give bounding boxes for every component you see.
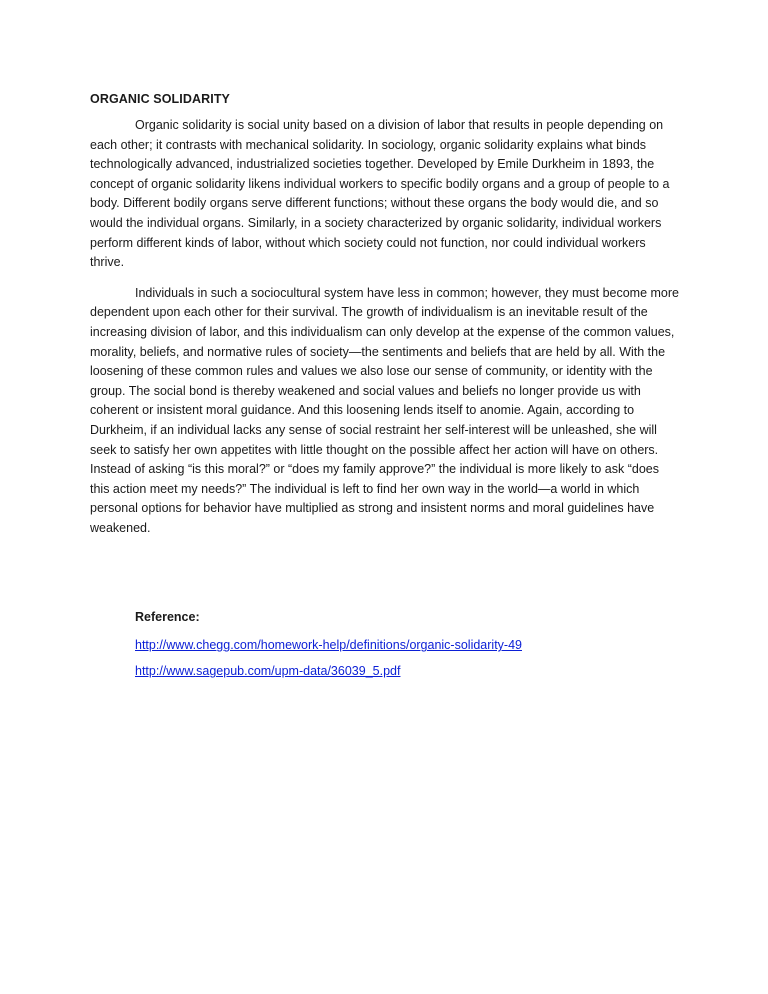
document-title: ORGANIC SOLIDARITY — [90, 92, 230, 106]
references-heading: Reference: — [135, 610, 200, 625]
reference-link-chegg[interactable]: http://www.chegg.com/homework-help/definitions/organic-solidarity-49 — [135, 638, 522, 653]
document-page — [90, 92, 680, 690]
references-section — [90, 610, 680, 678]
paragraph-organic-solidarity: Organic solidarity is social unity based on a division of labor that results in people depending on each other; it contrasts with mechanical solidarity. In sociology, organic solidarity explains what binds technologically advanced, industrialized societies together. Developed by Emile Durkheim in 1893, the concept of organic solidarity likens individual workers to specific bodily organs and a group of people to a body. Different bodily organs serve different functions; without these organs the body would die, and so would the individual organs. Similarly, in a society characterized by organic solidarity, individual workers perform different kinds of labor, without which society could not function, nor could individual workers thrive. — [90, 118, 670, 270]
reference-link-sagepub[interactable]: http://www.sagepub.com/upm-data/36039_5.pdf — [135, 664, 401, 679]
paragraph-individualism: Individuals in such a sociocultural system have less in common; however, they must become more dependent upon each other for their survival. The growth of individualism is an inevitable result of the increasing division of labor, and this individualism can only develop at the expense of the common values, morality, beliefs, and normative rules of society—the sentiments and beliefs that are held by all. With the loosening of these common rules and values we also lose our sense of community, or identity with the group. The social bond is thereby weakened and social values and beliefs no longer provide us with coherent or insistent moral guidance. And this loosening lends itself to anomie. Again, according to Durkheim, if an individual lacks any sense of social restraint her self-interest will be unleashed, she will seek to satisfy her own appetites with little thought on the possible affect her action will have on others. Instead of asking “is this moral?” or “does my family approve?” the individual is more likely to ask “does this action meet my needs?” The individual is left to find her own way in the world—a world in which personal options for behavior have multiplied as strong and insistent norms and moral guidelines have weakened. — [90, 285, 679, 535]
